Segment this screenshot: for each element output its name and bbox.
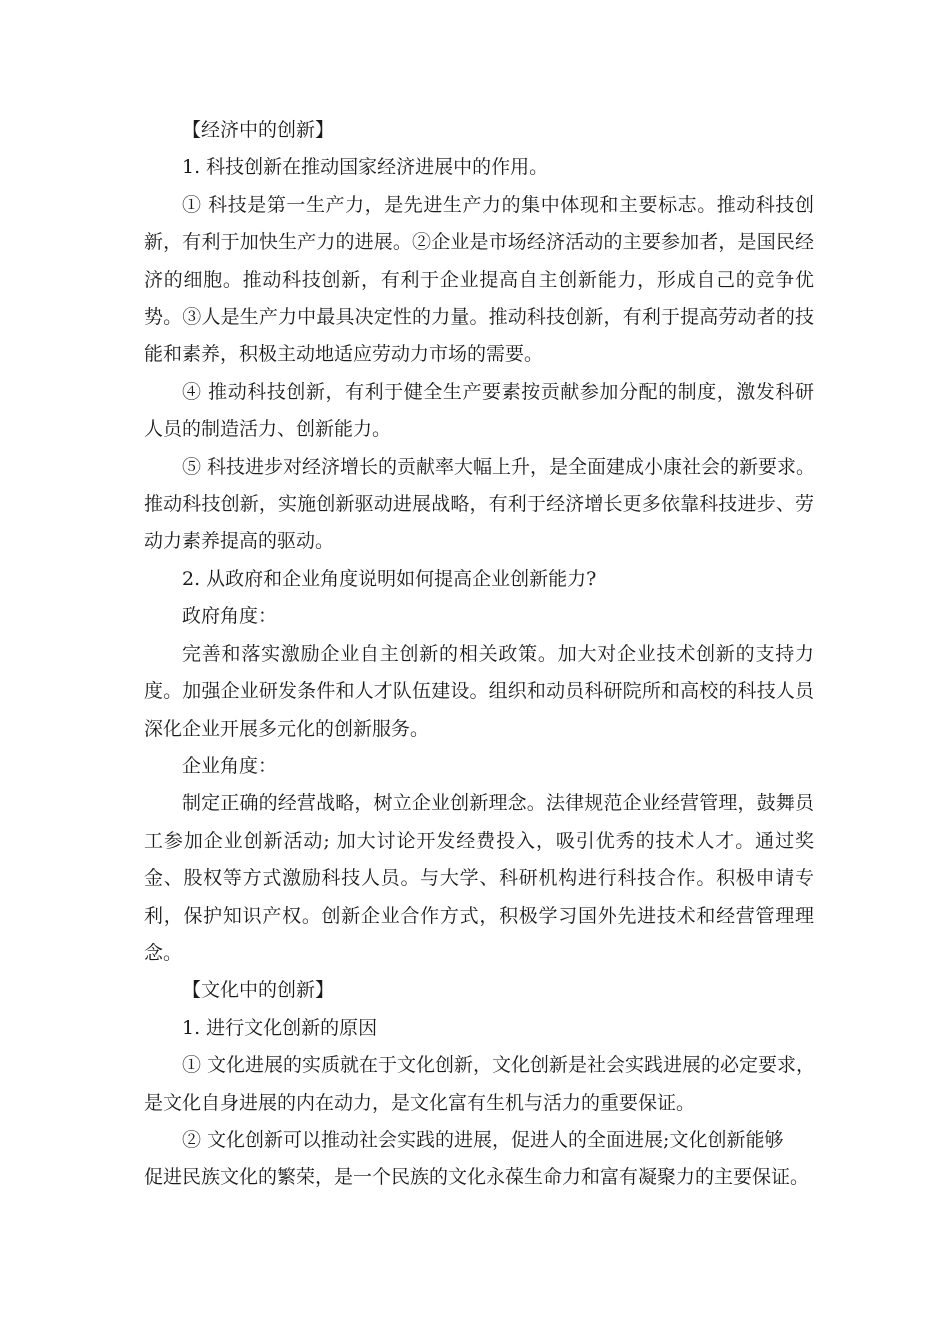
paragraph-distribution: ④ 推动科技创新，有利于健全生产要素按贡献参加分配的制度，激发科研人员的制造活力、创新能力。 — [144, 380, 814, 441]
government-label: 政府角度： — [182, 605, 278, 628]
question-2-title: 2. 从政府和企业角度说明如何提高企业创新能力? — [182, 567, 597, 590]
culture-paragraph-2-rest: 促进民族文化的繁荣，是一个民族的文化永葆生命力和富有凝聚力的主要保证。 — [144, 1166, 810, 1189]
enterprise-text: 制定正确的经营战略，树立企业创新理念。法律规范企业经营管理，鼓舞员工参加企业创新活动; 加大讨论开发经费投入，吸引优秀的技术人才。通过奖金、股权等方式激励科技人员。与大学、科研机构进行科技合作。积极申请专利，保护知识产权。创新企业合作方式，积极学习国外先进技术和经营管理理念。 — [144, 792, 814, 964]
document-body — [144, 112, 814, 1197]
culture-paragraph-2-line1: ② 文化创新可以推动社会实践的进展，促进人的全面进展;文化创新能够 — [182, 1128, 784, 1151]
paragraph-growth-rest: 推动科技创新，实施创新驱动进展战略，有利于经济增长更多依靠科技进步、劳动力素养提高的驱动。 — [144, 493, 814, 553]
paragraph-growth-line1: ⑤ 科技进步对经济增长的贡献率大幅上升，是全面建成小康社会的新要求。 — [182, 455, 816, 478]
culture-paragraph-1-line1: ① 文化进展的实质就在于文化创新，文化创新是社会实践进展的必定要求， — [182, 1054, 816, 1077]
section-heading-economy: 【经济中的创新】 — [182, 119, 335, 141]
question-1-title: 1. 科技创新在推动国家经济进展中的作用。 — [182, 156, 549, 179]
government-text: 完善和落实激励企业自主创新的相关政策。加大对企业技术创新的支持力度。加强企业研发条件和人才队伍建设。组织和动员科研院所和高校的科技人员深化企业开展多元化的创新服务。 — [144, 642, 814, 740]
enterprise-label: 企业角度： — [182, 754, 278, 777]
culture-paragraph-1-rest: 是文化自身进展的内在动力，是文化富有生机与活力的重要保证。 — [144, 1091, 696, 1114]
section-heading-culture: 【文化中的创新】 — [182, 979, 335, 1002]
culture-question-1-title: 1. 进行文化创新的原因 — [182, 1016, 378, 1039]
paragraph-tech-productivity: ① 科技是第一生产力，是先进生产力的集中体现和主要标志。推动科技创新，有利于加快生产力的进展。②企业是市场经济活动的主要参加者，是国民经济的细胞。推动科技创新，有利于企业提高自主创新能力，形成自己的竞争优势。③人是生产力中最具决定性的力量。推动科技创新，有利于提高劳动者的技能和素养，积极主动地适应劳动力市场的需要。 — [144, 193, 814, 366]
